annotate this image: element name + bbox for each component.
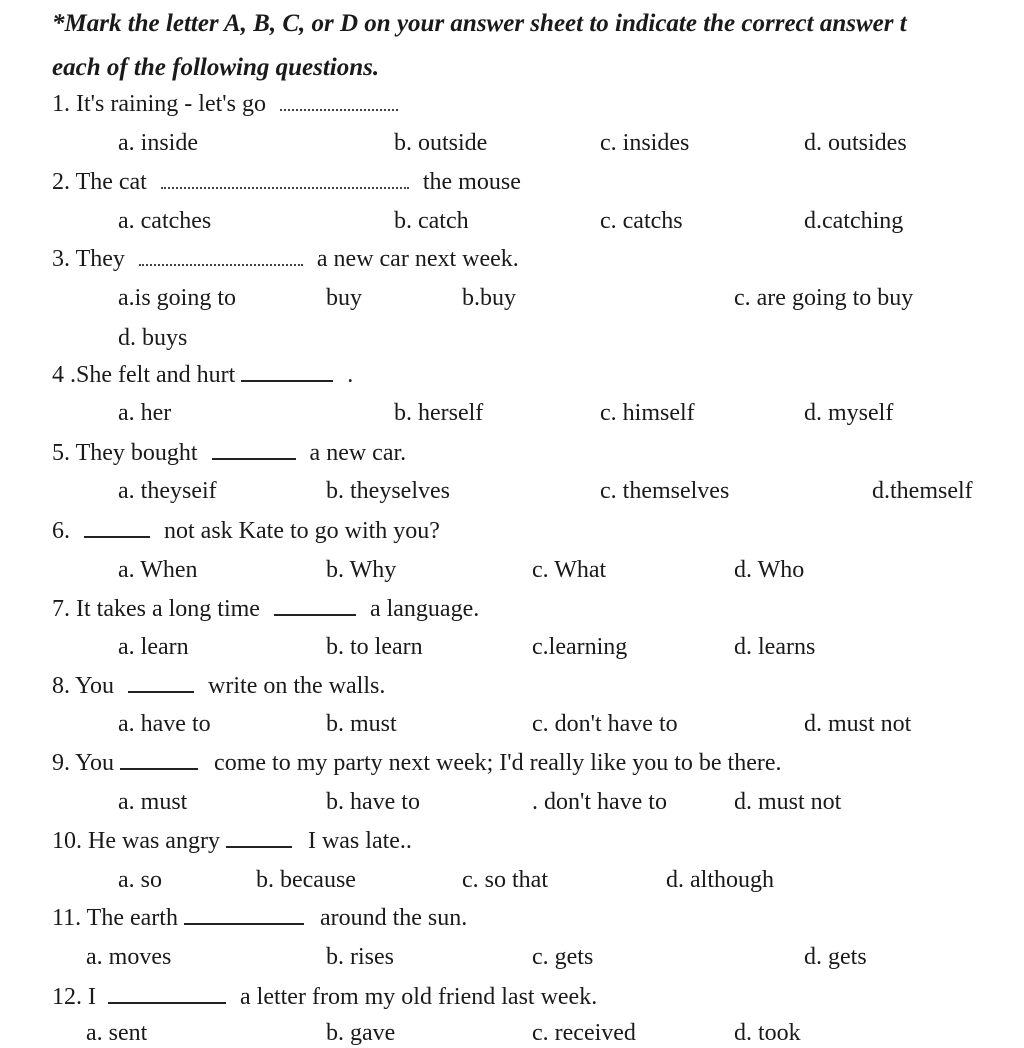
question-9-text-before: 9. You [52, 750, 115, 776]
question-12-text-before: 12. I [52, 984, 96, 1010]
question-5-text-after: a new car. [309, 440, 407, 466]
question-3 [52, 246, 519, 273]
answer-blank [139, 263, 303, 266]
question-1-text: 1. It's raining - let's go [52, 91, 266, 117]
question-11-option-a: a. moves [86, 944, 172, 970]
question-10 [52, 828, 412, 855]
question-6-text-before: 6. [52, 518, 70, 544]
question-9-text-after: come to my party next week; I'd really like you to be there. [214, 750, 782, 776]
question-2-option-d: d.catching [804, 208, 904, 234]
question-11-option-b: b. rises [326, 944, 394, 970]
question-12-option-a: a. sent [86, 1020, 148, 1046]
question-9 [52, 750, 782, 777]
question-5-option-d: d.themself [872, 478, 973, 504]
question-11 [52, 905, 467, 932]
question-2-option-b: b. catch [394, 208, 469, 234]
question-12-text-after: a letter from my old friend last week. [240, 984, 598, 1010]
answer-blank [274, 613, 356, 616]
question-2-text-before: 2. The cat [52, 169, 147, 195]
question-1 [52, 91, 398, 118]
question-5-option-c: c. themselves [600, 478, 730, 504]
question-10-option-c: c. so that [462, 867, 548, 893]
question-11-option-d: d. gets [804, 944, 867, 970]
question-5-option-b: b. theyselves [326, 478, 450, 504]
question-9-option-d: d. must not [734, 789, 842, 815]
question-4-option-d: d. myself [804, 400, 894, 426]
question-6-text-after: not ask Kate to go with you? [164, 518, 440, 544]
question-2 [52, 169, 521, 196]
answer-blank [108, 1001, 226, 1004]
question-4-option-a: a. her [118, 400, 172, 426]
question-7-text-before: 7. It takes a long time [52, 596, 260, 622]
question-10-option-d: d. although [666, 867, 774, 893]
question-1-option-c: c. insides [600, 130, 690, 156]
question-7-option-d: d. learns [734, 634, 816, 660]
question-11-text-before: 11. The earth [52, 905, 178, 931]
question-8-option-b: b. must [326, 711, 397, 737]
question-8-text-before: 8. You [52, 673, 115, 699]
question-7-text-after: a language. [369, 596, 480, 622]
question-5 [52, 440, 406, 467]
answer-blank [226, 845, 292, 848]
instruction-line-2: each of the following questions. [52, 54, 380, 81]
answer-blank [212, 457, 296, 460]
question-4-option-c: c. himself [600, 400, 695, 426]
instruction-line-1: *Mark the letter A, B, C, or D on your answer sheet to indicate the correct answer t [52, 10, 907, 37]
question-3-text-after: a new car next week. [316, 246, 519, 272]
question-6-option-a: a. When [118, 557, 198, 583]
question-1-option-a: a. inside [118, 130, 198, 156]
question-3-option-d: d. buys [118, 325, 188, 351]
question-9-option-c: . don't have to [532, 789, 667, 815]
question-1-option-b: b. outside [394, 130, 488, 156]
answer-blank [84, 535, 150, 538]
question-3-option-c: c. are going to buy [734, 285, 914, 311]
question-7 [52, 596, 479, 623]
question-5-text-before: 5. They bought [52, 440, 198, 466]
question-11-text-after: around the sun. [319, 905, 468, 931]
question-8-text-after: write on the walls. [208, 673, 386, 699]
question-2-option-a: a. catches [118, 208, 212, 234]
question-3-text-before: 3. They [52, 246, 125, 272]
answer-blank [241, 379, 333, 382]
question-12-option-b: b. gave [326, 1020, 396, 1046]
answer-blank [161, 186, 409, 189]
question-12-option-c: c. received [532, 1020, 636, 1046]
answer-blank [128, 690, 194, 693]
question-6 [52, 518, 440, 545]
question-4 [52, 362, 353, 389]
question-11-option-c: c. gets [532, 944, 594, 970]
question-2-text-after: the mouse [422, 169, 521, 195]
question-4-option-b: b. herself [394, 400, 484, 426]
answer-blank [184, 922, 304, 925]
question-2-option-c: c. catchs [600, 208, 683, 234]
question-1-option-d: d. outsides [804, 130, 907, 156]
question-4-text-after: . [347, 362, 354, 388]
question-7-option-c: c.learning [532, 634, 628, 660]
question-10-option-b: b. because [256, 867, 356, 893]
question-8-option-c: c. don't have to [532, 711, 678, 737]
question-3-option-a-cont: buy [326, 285, 362, 311]
question-9-option-b: b. have to [326, 789, 420, 815]
question-10-text-before: 10. He was angry [52, 828, 220, 854]
question-7-option-a: a. learn [118, 634, 189, 660]
question-8 [52, 673, 385, 700]
question-10-text-after: I was late.. [307, 828, 412, 854]
question-12 [52, 984, 597, 1011]
question-8-option-d: d. must not [804, 711, 912, 737]
question-5-option-a: a. theyseif [118, 478, 217, 504]
question-10-option-a: a. so [118, 867, 162, 893]
question-7-option-b: b. to learn [326, 634, 423, 660]
question-4-text-before: 4 .She felt and hurt [52, 362, 236, 388]
answer-blank [280, 108, 398, 111]
answer-blank [120, 767, 198, 770]
question-9-option-a: a. must [118, 789, 188, 815]
question-6-option-c: c. What [532, 557, 607, 583]
question-3-option-b: b.buy [462, 285, 516, 311]
question-12-option-d: d. took [734, 1020, 801, 1046]
question-6-option-d: d. Who [734, 557, 805, 583]
question-6-option-b: b. Why [326, 557, 397, 583]
question-3-option-a: a.is going to [118, 285, 236, 311]
question-8-option-a: a. have to [118, 711, 211, 737]
